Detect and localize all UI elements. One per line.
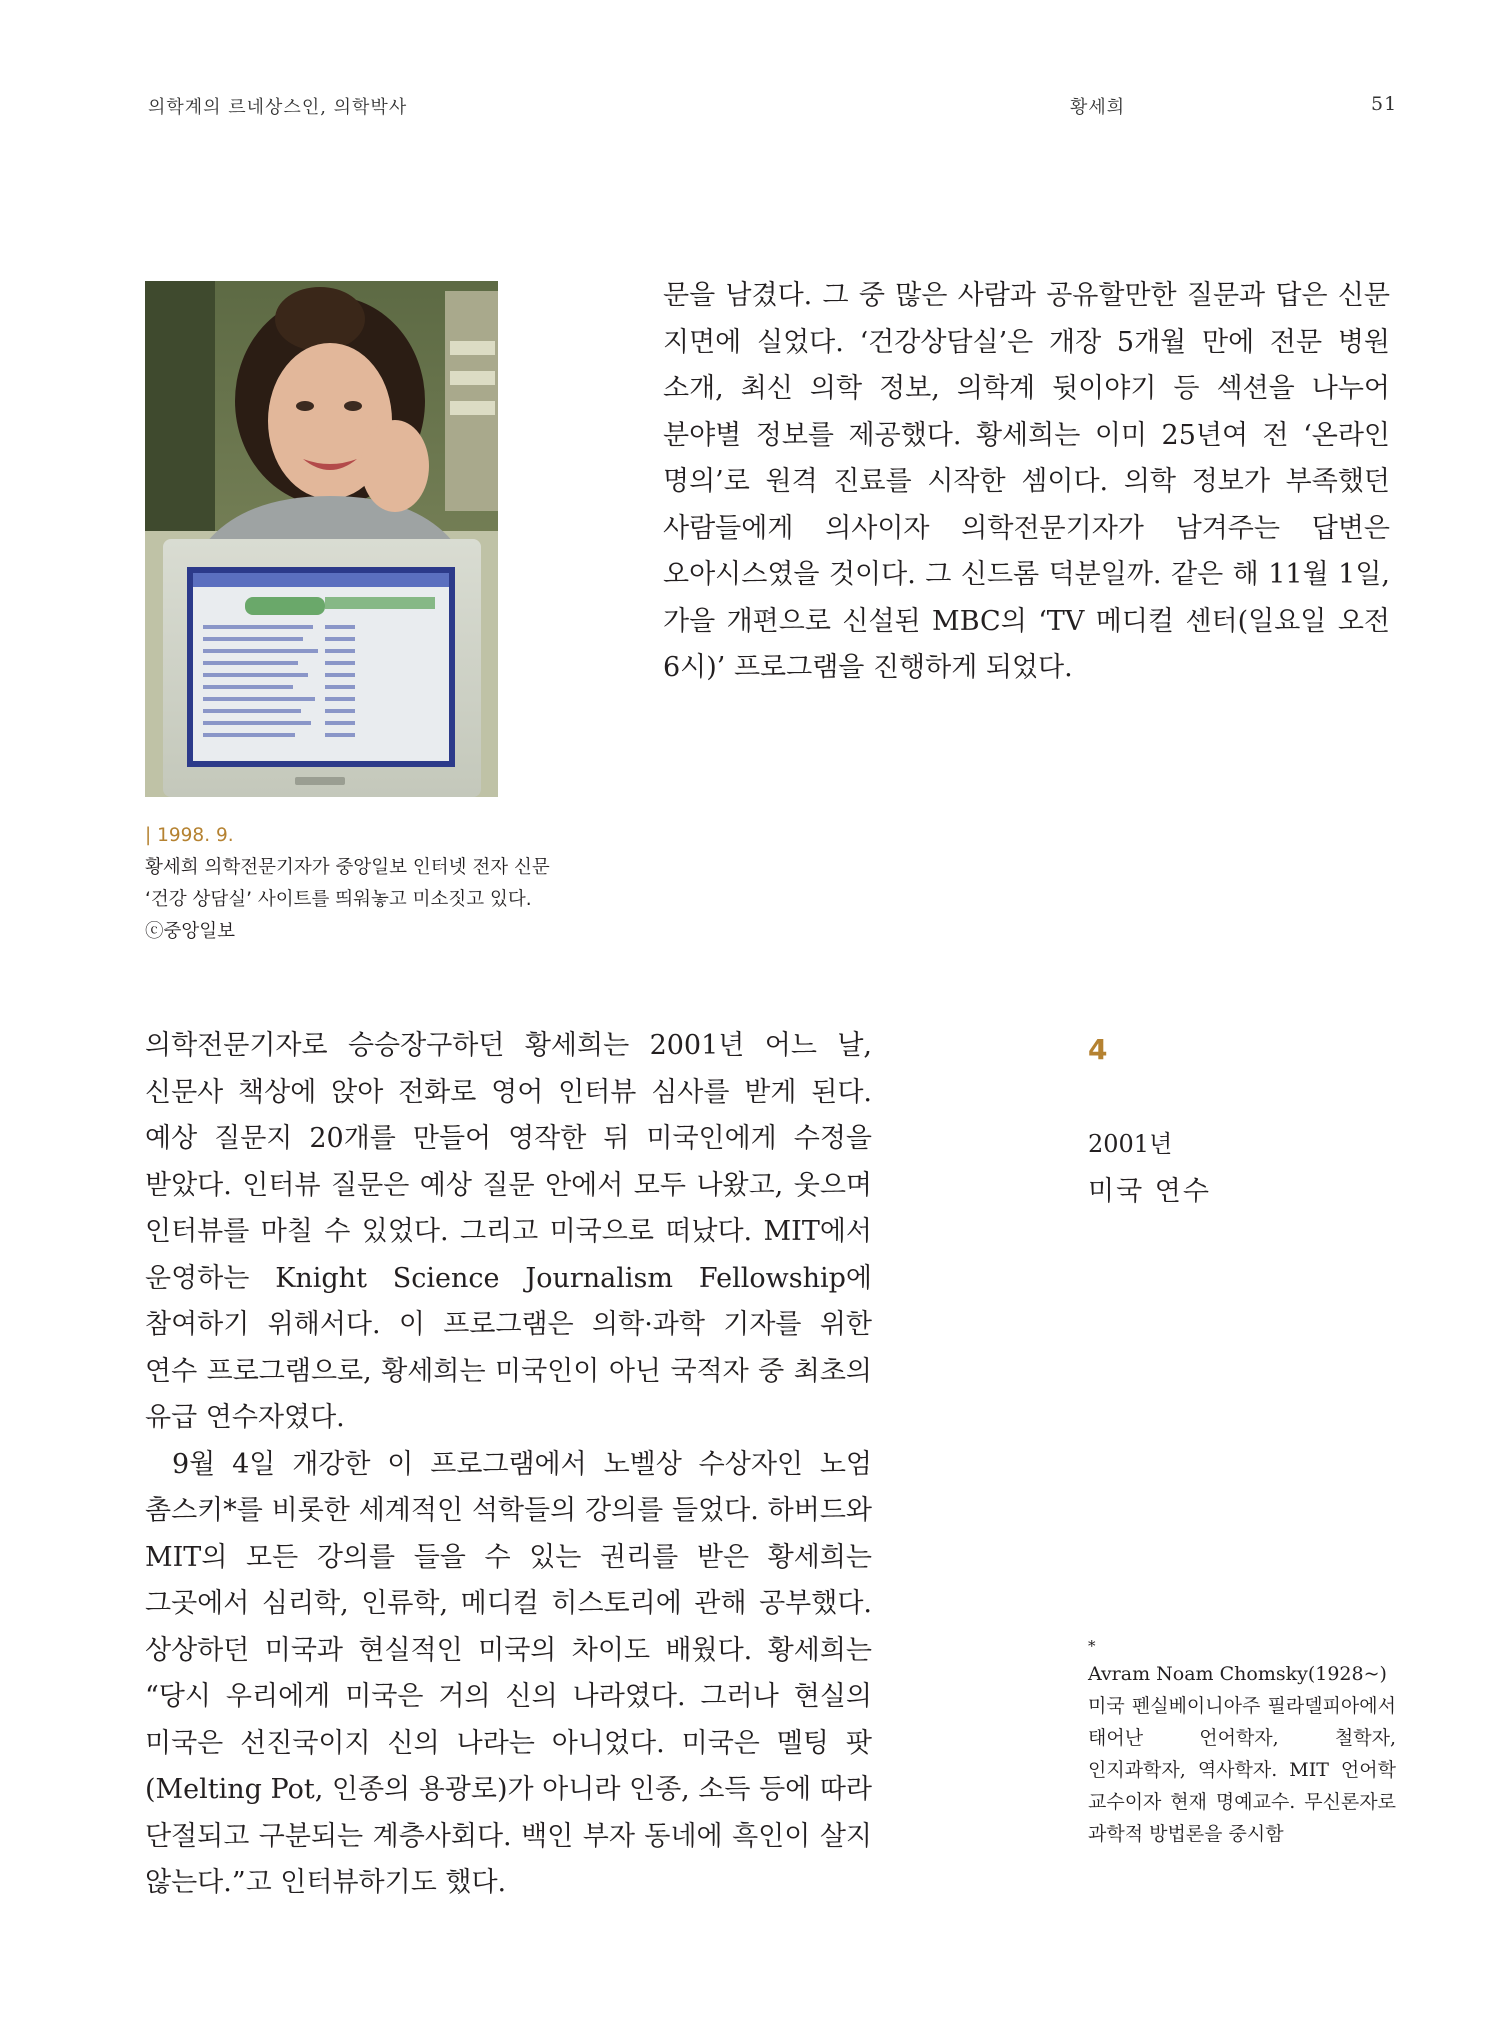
photo-caption-credit: ⓒ중앙일보 <box>145 921 235 942</box>
footnote-marker: * <box>1088 1637 1096 1655</box>
paragraph: 9월 4일 개강한 이 프로그램에서 노벨상 수상자인 노엄 촘스키*를 비롯한 세계적인 석학들의 강의를 들었다. 하버드와 MIT의 모든 강의를 들을 수 있는 권리를 받은 황세희는 그곳에서 심리학, 인류학, 메디컬 히스토리에 관해 공부했다. 상상하던 미국과 현실적인 미국의 차이도 배웠다. 황세희는 “당시 우리에게 미국은 거의 신의 나라였다. 그러나 현실의 미국은 선진국이지 신의 나라는 아니었다. 미국은 멜팅 팟(Melting Pot, 인종의 용광로)가 아니라 인종, 소득 등에 따라 단절되고 구분되는 계층사회다. 백인 부자 동네에 흑인이 살지 않는다.”고 인터뷰하기도 했다. <box>145 1448 872 1898</box>
section-title: 미국 연수 <box>1088 1176 1211 1207</box>
photo-caption-line: 황세희 의학전문기자가 중앙일보 인터넷 전자 신문 <box>145 857 550 878</box>
main-text <box>145 1023 872 1907</box>
photo-caption <box>145 820 605 948</box>
section-number: 4 <box>1088 1033 1108 1066</box>
footnote-text: 미국 펜실베이니아주 필라델피아에서 태어난 언어학자, 철학자, 인지과학자, 역사학자. MIT 언어학 교수이자 현재 명예교수. 무신론자로 과학적 방법론을 중시함 <box>1088 1695 1396 1845</box>
photo-caption-line: ‘건강 상담실’ 사이트를 띄워놓고 미소짓고 있다. <box>145 889 532 910</box>
photo-illustration <box>145 281 498 797</box>
photo-caption-date: | 1998. 9. <box>145 825 234 846</box>
running-header-person: 황세희 <box>1070 97 1126 118</box>
top-paragraph <box>663 273 1390 692</box>
running-header-book-title: 의학계의 르네상스인, 의학박사 <box>148 97 408 118</box>
page-number: 51 <box>1371 93 1398 115</box>
footnote <box>1088 1634 1396 1850</box>
footnote-name: Avram Noam Chomsky(1928~) <box>1088 1663 1387 1685</box>
photo <box>145 281 498 797</box>
section-year: 2001년 <box>1088 1130 1173 1158</box>
paragraph: 의학전문기자로 승승장구하던 황세희는 2001년 어느 날, 신문사 책상에 앉아 전화로 영어 인터뷰 심사를 받게 된다. 예상 질문지 20개를 만들어 영작한 뒤 미국인에게 수정을 받았다. 인터뷰 질문은 예상 질문 안에서 모두 나왔고, 웃으며 인터뷰를 마칠 수 있었다. 그리고 미국으로 떠났다. MIT에서 운영하는 Knight Science Journalism Fellowship에 참여하기 위해서다. 이 프로그램은 의학·과학 기자를 위한 연수 프로그램으로, 황세희는 미국인이 아닌 국적자 중 최초의 유급 연수자였다. <box>145 1030 872 1433</box>
paragraph: 문을 남겼다. 그 중 많은 사람과 공유할만한 질문과 답은 신문 지면에 실었다. ‘건강상담실’은 개장 5개월 만에 전문 병원 소개, 최신 의학 정보, 의학계 뒷이야기 등 섹션을 나누어 분야별 정보를 제공했다. 황세희는 이미 25년여 전 ‘온라인 명의’로 원격 진료를 시작한 셈이다. 의학 정보가 부족했던 사람들에게 의사이자 의학전문기자가 남겨주는 답변은 오아시스였을 것이다. 그 신드롬 덕분일까. 같은 해 11월 1일, 가을 개편으로 신설된 MBC의 ‘TV 메디컬 센터(일요일 오전 6시)’ 프로그램을 진행하게 되었다. <box>663 280 1390 683</box>
